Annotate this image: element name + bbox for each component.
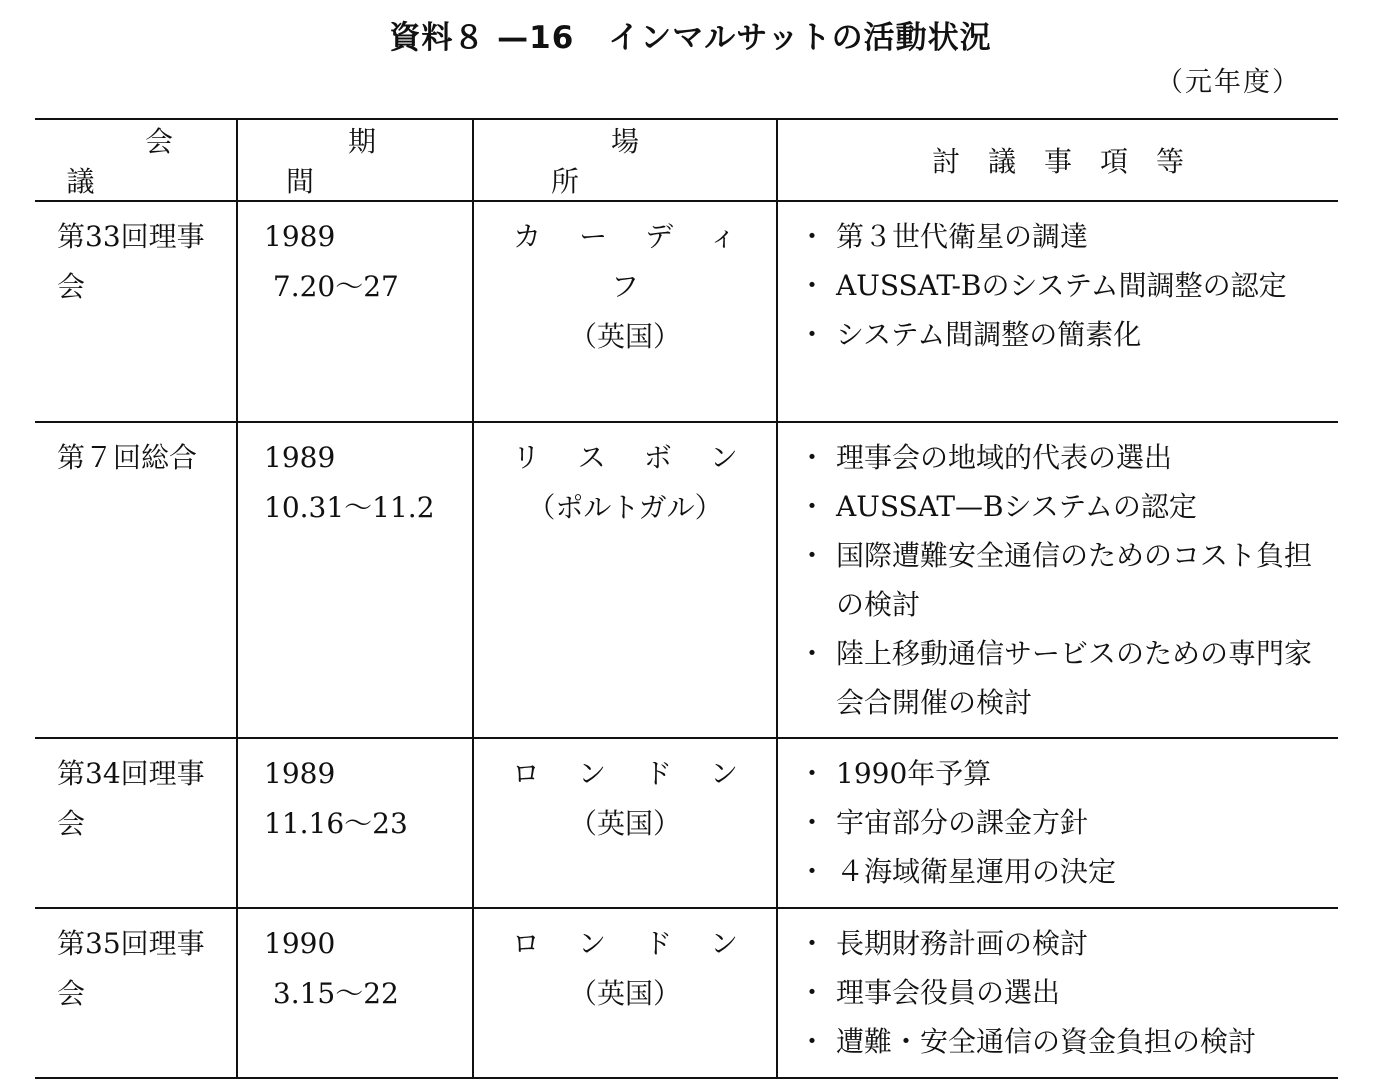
topic-item: ・ AUSSAT—Bシステムの認定: [806, 482, 1328, 531]
meeting-topics: [777, 908, 1338, 1078]
meeting-name: 第34回理事会: [57, 757, 205, 840]
place-country: （英国）: [568, 320, 681, 353]
place-city: ロンドン: [512, 757, 777, 790]
header-period-label: 期間: [285, 125, 487, 198]
place-country: （英国）: [568, 807, 681, 840]
table-row: [35, 908, 1338, 1078]
meeting-topics: [777, 201, 1338, 422]
meeting-period: [237, 908, 473, 1078]
period-year: 1989: [264, 220, 336, 253]
topic-item: ・ AUSSAT-Bのシステム間調整の認定: [806, 261, 1328, 310]
topic-item: ・ 国際遭難安全通信のためのコスト負担の検討: [806, 531, 1328, 629]
place-city: リスボン: [512, 441, 776, 474]
table-row: [35, 738, 1338, 908]
header-place-label: 場所: [550, 125, 759, 198]
period-dates: 11.16～23: [264, 807, 408, 840]
meeting-name: 第33回理事会: [57, 220, 205, 303]
table-row: [35, 201, 1338, 422]
topic-item: ・ 長期財務計画の検討: [806, 919, 1328, 968]
header-meeting: [35, 119, 284, 201]
meeting-name: 第７回総合: [57, 441, 198, 474]
topic-item: ・ 1990年予算: [806, 749, 1328, 798]
inmarsat-activity-table: [35, 118, 1338, 1079]
document-title-text: インマルサットの活動状況: [608, 20, 992, 56]
place-city: カーディフ: [513, 220, 775, 303]
place-country: （英国）: [568, 977, 681, 1010]
table-header-row: [35, 119, 1338, 201]
period-year: 1989: [264, 441, 336, 474]
period-dates: 3.15～22: [264, 977, 399, 1010]
place-city: ロンドン: [512, 927, 777, 960]
topic-item: ・ 宇宙部分の課金方針: [806, 798, 1328, 847]
meeting-topics: [777, 738, 1338, 908]
meeting-place: [473, 738, 777, 908]
period-year: 1989: [264, 757, 336, 790]
topic-item: ・ 陸上移動通信サービスのための専門家会合開催の検討: [806, 629, 1328, 727]
meeting-place: [473, 908, 777, 1078]
meeting-place: [473, 201, 777, 422]
meeting-period: [237, 422, 473, 738]
fiscal-year-note: （元年度）: [1156, 67, 1301, 98]
meeting-name: 第35回理事会: [57, 927, 205, 1010]
meeting-period: [237, 201, 473, 422]
header-period: [237, 119, 487, 201]
topic-item: ・ 理事会役員の選出: [806, 968, 1328, 1017]
document-title: [0, 12, 1381, 57]
topic-item: ・ 遭難・安全通信の資金負担の検討: [806, 1017, 1328, 1066]
header-place: [473, 119, 777, 201]
topic-item: ・ ４海域衛星運用の決定: [806, 847, 1328, 896]
header-meeting-label: 会議: [66, 125, 284, 198]
meeting-period: [237, 738, 473, 908]
period-dates: 7.20～27: [264, 270, 399, 303]
table-row: [35, 422, 1338, 738]
header-topics-label: 討議事項等: [931, 145, 1212, 178]
period-year: 1990: [264, 927, 336, 960]
header-topics: [777, 119, 1338, 201]
topic-item: ・ 第３世代衛星の調達: [806, 212, 1328, 261]
topic-item: ・ 理事会の地域的代表の選出: [806, 433, 1328, 482]
document-title-number: 資料８ —16: [389, 20, 575, 56]
meeting-topics: [777, 422, 1338, 738]
meeting-place: [473, 422, 777, 738]
topic-item: ・ システム間調整の簡素化: [806, 310, 1328, 359]
place-country: （ポルトガル）: [527, 491, 723, 524]
period-dates: 10.31～11.2: [264, 491, 435, 524]
